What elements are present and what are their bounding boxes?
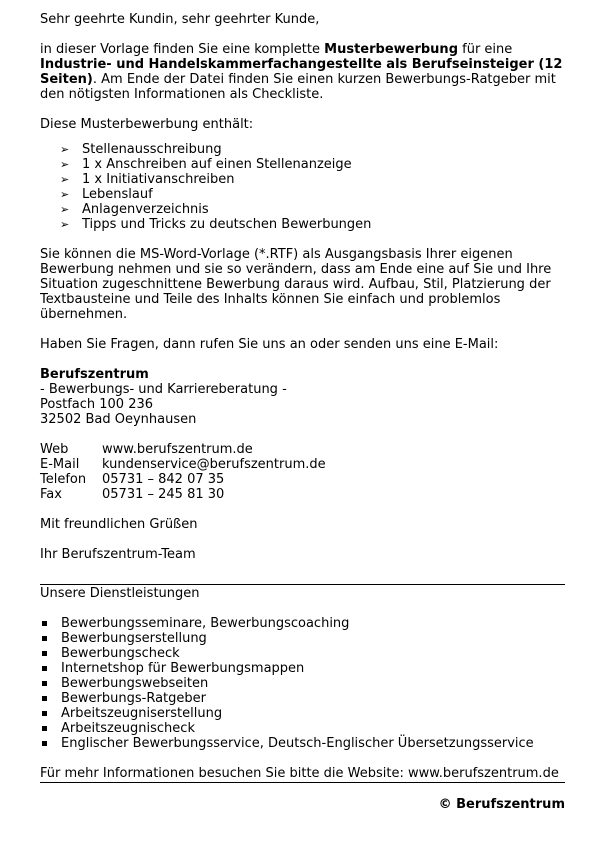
services-divider [40, 584, 565, 601]
list-item: Bewerbungswebseiten [40, 676, 565, 691]
contact-label: Web [40, 442, 69, 457]
contact-fax: 05731 – 245 81 30 [102, 487, 225, 502]
square-bullet-icon [42, 621, 47, 626]
company-name: Berufszentrum [40, 367, 149, 382]
intro-bold-1: Musterbewerbung [324, 42, 458, 57]
list-item: ➢ 1 x Initiativanschreiben [60, 172, 235, 187]
address-line: 32502 Bad Oeynhausen [40, 412, 197, 427]
usage-paragraph: Sie können die MS-Word-Vorlage (*.RTF) als Ausgangsbasis Ihrer eigenen Bewerbung nehmen und sie so verändern, dass am Ende eine auf Sie und Ihre Situation zugeschnittene Bewerbung daraus wird. Aufbau, Stil, Platzierung der Textbausteine und Teile des Inhalts können Sie einfach und problemlos übernehmen. [40, 247, 552, 322]
square-bullet-icon [42, 726, 47, 731]
square-bullet-icon [42, 666, 47, 671]
signature: Ihr Berufszentrum-Team [40, 547, 196, 562]
arrow-bullet-icon: ➢ [60, 143, 70, 156]
intro-bold-2: Industrie- und Handelskammerfachangestellte als Berufseinsteiger (12 Seiten) [40, 57, 563, 87]
contact-label: Fax [40, 487, 62, 502]
questions-paragraph: Haben Sie Fragen, dann rufen Sie uns an oder senden uns eine E-Mail: [40, 337, 499, 352]
list-item: ➢ Stellenausschreibung [60, 142, 222, 157]
list-item: Internetshop für Bewerbungsmappen [40, 661, 565, 676]
list-item: ➢ Lebenslauf [60, 187, 153, 202]
list-item: ➢ 1 x Anschreiben auf einen Stellenanzeige [60, 157, 352, 172]
intro-text-1: in dieser Vorlage finden Sie eine komplette [40, 42, 325, 57]
list-item: ➢ Tipps und Tricks zu deutschen Bewerbungen [60, 217, 372, 232]
contact-row [40, 472, 326, 487]
list-item: Bewerbungserstellung [40, 631, 565, 646]
contact-row [40, 487, 326, 502]
arrow-bullet-icon: ➢ [60, 218, 70, 231]
arrow-bullet-icon: ➢ [60, 203, 70, 216]
document-page [40, 12, 565, 812]
closing: Mit freundlichen Grüßen [40, 517, 198, 532]
address-line: Postfach 100 236 [40, 397, 154, 412]
address-line: - Bewerbungs- und Karriereberatung - [40, 382, 287, 397]
services-heading: Unsere Dienstleistungen [40, 586, 200, 601]
contents-list [40, 142, 565, 232]
contact-row [40, 457, 326, 472]
list-item: ➢ Anlagenverzeichnis [60, 202, 209, 217]
arrow-bullet-icon: ➢ [60, 173, 70, 186]
square-bullet-icon [42, 696, 47, 701]
square-bullet-icon [42, 636, 47, 641]
intro-text-3: . Am Ende der Datei finden Sie einen kurzen Bewerbungs-Ratgeber mit den nötigsten Informationen als Checkliste. [40, 72, 556, 102]
square-bullet-icon [42, 681, 47, 686]
list-item: Englischer Bewerbungsservice, Deutsch-Englischer Übersetzungsservice [40, 736, 565, 751]
greeting: Sehr geehrte Kundin, sehr geehrter Kunde, [40, 12, 320, 27]
arrow-bullet-icon: ➢ [60, 188, 70, 201]
list-item: Bewerbungscheck [40, 646, 565, 661]
list-item: Bewerbungsseminare, Bewerbungscoaching [40, 616, 565, 631]
contact-email: kundenservice@berufszentrum.de [102, 457, 326, 472]
intro-text-2: für eine [458, 42, 513, 57]
contact-row [40, 442, 326, 457]
more-info-link[interactable]: Für mehr Informationen besuchen Sie bitte die Website: www.berufszentrum.de [40, 766, 565, 783]
square-bullet-icon [42, 711, 47, 716]
services-list [40, 616, 565, 751]
contact-phone: 05731 – 842 07 35 [102, 472, 225, 487]
contains-heading: Diese Musterbewerbung enthält: [40, 117, 254, 132]
contact-label: Telefon [40, 472, 87, 487]
contact-web: www.berufszentrum.de [102, 442, 253, 457]
list-item: Bewerbungs-Ratgeber [40, 691, 565, 706]
list-item: Arbeitszeugniserstellung [40, 706, 565, 721]
copyright: © Berufszentrum [438, 797, 565, 812]
arrow-bullet-icon: ➢ [60, 158, 70, 171]
intro-paragraph [40, 42, 565, 102]
square-bullet-icon [42, 741, 47, 746]
address-block [40, 367, 565, 427]
list-item: Arbeitszeugnischeck [40, 721, 565, 736]
contact-label: E-Mail [40, 457, 80, 472]
square-bullet-icon [42, 651, 47, 656]
contact-table [40, 442, 326, 502]
